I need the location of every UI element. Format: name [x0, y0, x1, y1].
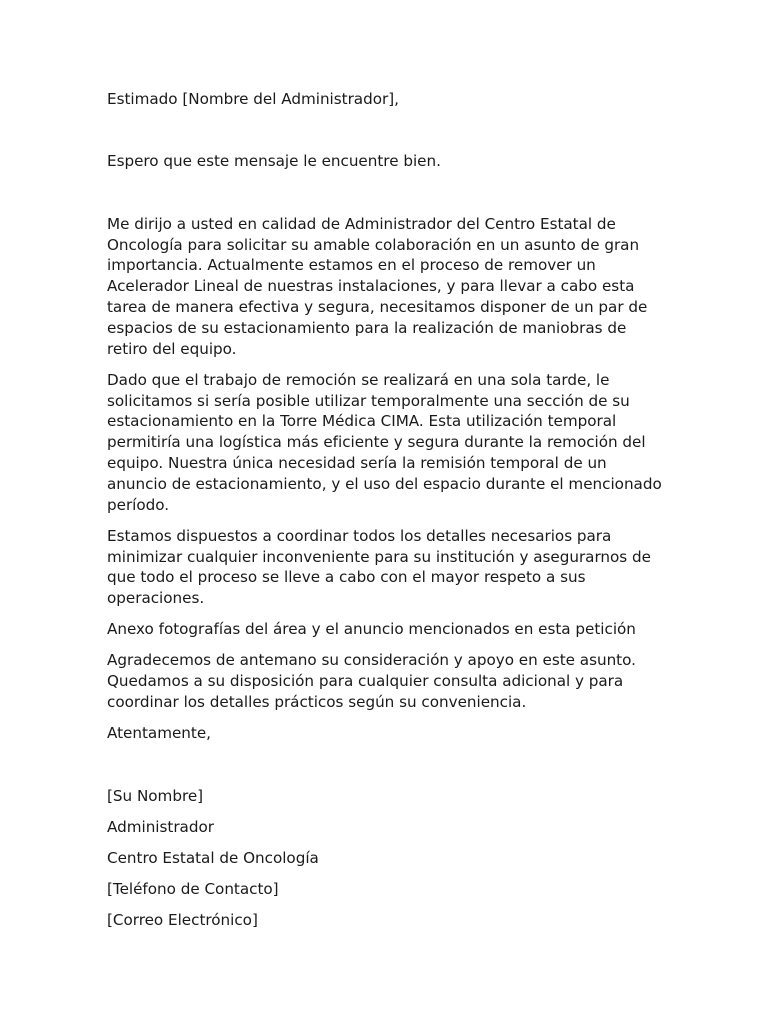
signature-title: Administrador — [107, 817, 214, 836]
signature-name: [Su Nombre] — [107, 786, 204, 805]
closing: Atentamente, — [107, 724, 211, 743]
body-paragraph: Me dirijo a usted en calidad de Administrador del Centro Estatal de Oncología para solicitar su amable colaboración en un asunto de gran importancia. Actualmente estamos en el proceso de remover un Acelerador Lineal de nuestras instalaciones, y para llevar a cabo esta tarea de manera efectiva y segura, necesitamos disponer de un par de espacios de su estacionamiento para la realización de maniobras de retiro del equipo. — [107, 214, 648, 358]
salutation: Estimado [Nombre del Administrador], — [107, 90, 399, 108]
signature-email: [Correo Electrónico] — [107, 911, 258, 930]
signature-organization: Centro Estatal de Oncología — [107, 849, 319, 868]
body-paragraph: Anexo fotografías del área y el anuncio mencionados en esta petición — [107, 620, 636, 639]
greeting: Espero que este mensaje le encuentre bien. — [107, 152, 441, 171]
body-paragraph: Estamos dispuestos a coordinar todos los detalles necesarios para minimizar cualquier inconveniente para su institución y asegurarnos de que todo el proceso se lleve a cabo con el mayor respeto a sus operaciones. — [107, 526, 651, 608]
body-paragraph: Agradecemos de antemano su consideración y apoyo en este asunto. Quedamos a su disposición para cualquier consulta adicional y para coordinar los detalles prácticos según su conveniencia. — [107, 651, 636, 712]
letter-document — [107, 89, 667, 942]
body-paragraph: Dado que el trabajo de remoción se realizará en una sola tarde, le solicitamos si sería posible utilizar temporalmente una sección de su estacionamiento en la Torre Médica CIMA. Esta utilización temporal permitiría una logística más eficiente y segura durante la remoción del equipo. Nuestra única necesidad sería la remisión temporal de un anuncio de estacionamiento, y el uso del espacio durante el mencionado período. — [107, 370, 662, 514]
signature-phone: [Teléfono de Contacto] — [107, 880, 279, 899]
